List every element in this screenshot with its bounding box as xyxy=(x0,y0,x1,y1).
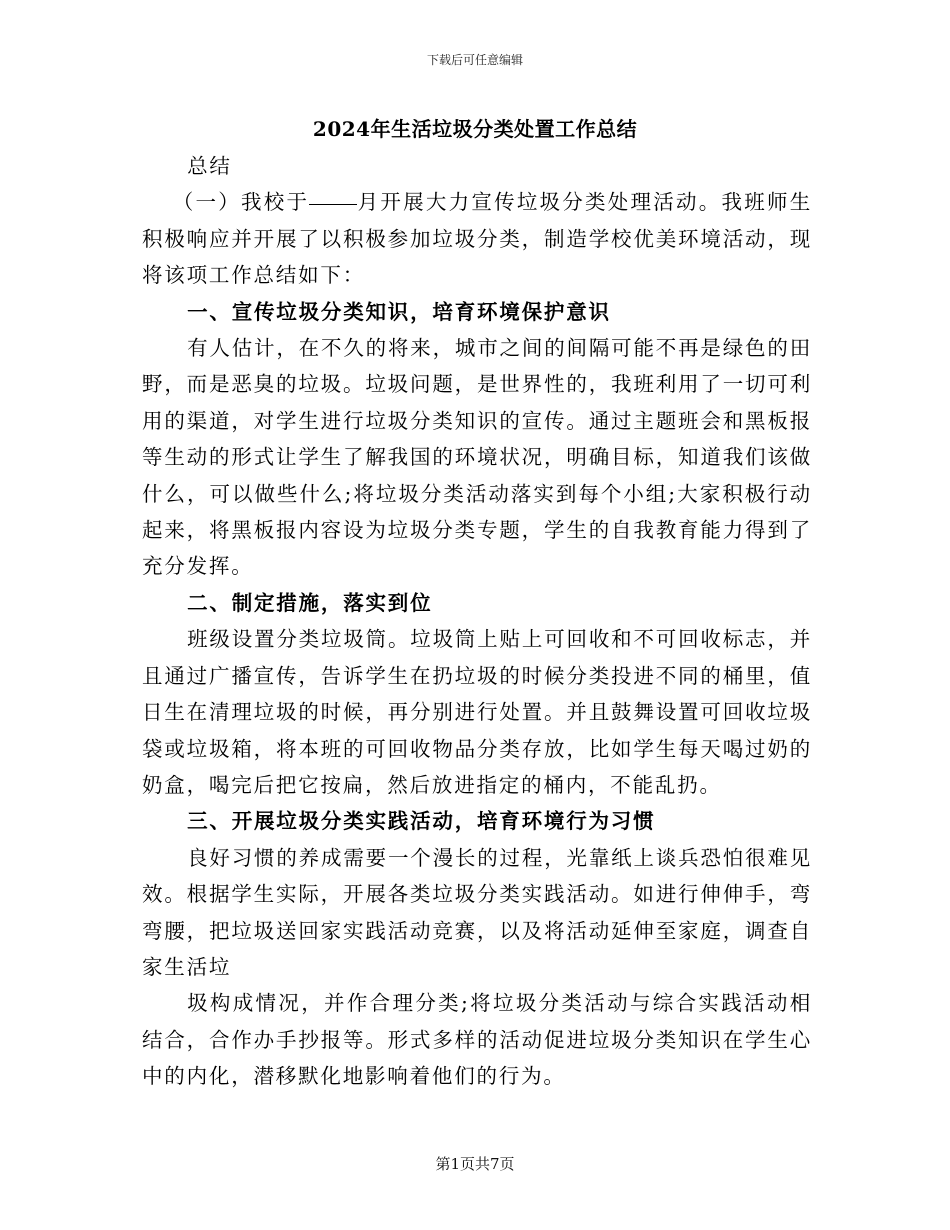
section3-paragraph-a: 良好习惯的养成需要一个漫长的过程，光靠纸上谈兵恐怕很难见效。根据学生实际，开展各类垃圾分类实践活动。如进行伸伸手，弯弯腰，把垃圾送回家实践活动竞赛，以及将活动延伸至家庭，调查自家生活垃 xyxy=(142,845,812,979)
section1-heading: 一、宣传垃圾分类知识，培育环境保护意识 xyxy=(187,299,611,324)
month-blank xyxy=(309,203,357,205)
document-body xyxy=(142,148,812,1095)
header-note: 下载后可任意编辑 xyxy=(426,53,523,67)
section3-paragraph-b: 圾构成情况，并作合理分类;将垃圾分类活动与综合实践活动相结合，合作办手抄报等。形式多样的活动促进垃圾分类知识在学生心中的内化，潜移默化地影响着他们的行为。 xyxy=(142,991,812,1089)
summary-label: 总结 xyxy=(187,154,232,178)
intro-text-start: （一）我校于 xyxy=(172,190,310,215)
intro-paragraph xyxy=(142,184,812,293)
section2-paragraph: 班级设置分类垃圾筒。垃圾筒上贴上可回收和不可回收标志，并且通过广播宣传，告诉学生在扔垃圾的时候分类投进不同的桶里，值日生在清理垃圾的时候，再分别进行处置。并且鼓舞设置可回收垃圾袋或垃圾箱，将本班的可回收物品分类存放，比如学生每天喝过奶的奶盒，喝完后把它按扁，然后放进指定的桶内，不能乱扔。 xyxy=(142,627,812,797)
page-indicator: 第1页共7页 xyxy=(435,1155,515,1173)
section1-paragraph: 有人估计，在不久的将来，城市之间的间隔可能不再是绿色的田野，而是恶臭的垃圾。垃圾问题，是世界性的，我班利用了一切可利用的渠道，对学生进行垃圾分类知识的宣传。通过主题班会和黑板报等生动的形式让学生了解我国的环境状况，明确目标，知道我们该做什么，可以做些什么;将垃圾分类活动落实到每个小组;大家积极行动起来，将黑板报内容设为垃圾分类专题，学生的自我教育能力得到了充分发挥。 xyxy=(142,336,812,579)
intro-text-rest: 月开展大力宣传垃圾分类处理活动。我班师生积极响应并开展了以积极参加垃圾分类，制造学校优美环境活动，现将该项工作总结如下： xyxy=(142,190,812,288)
section2-heading: 二、制定措施，落实到位 xyxy=(187,590,433,615)
label-paragraph xyxy=(142,148,812,184)
document-title: 2024年生活垃圾分类处置工作总结 xyxy=(312,117,638,141)
section3-heading: 三、开展垃圾分类实践活动，培育环境行为习惯 xyxy=(187,809,656,834)
